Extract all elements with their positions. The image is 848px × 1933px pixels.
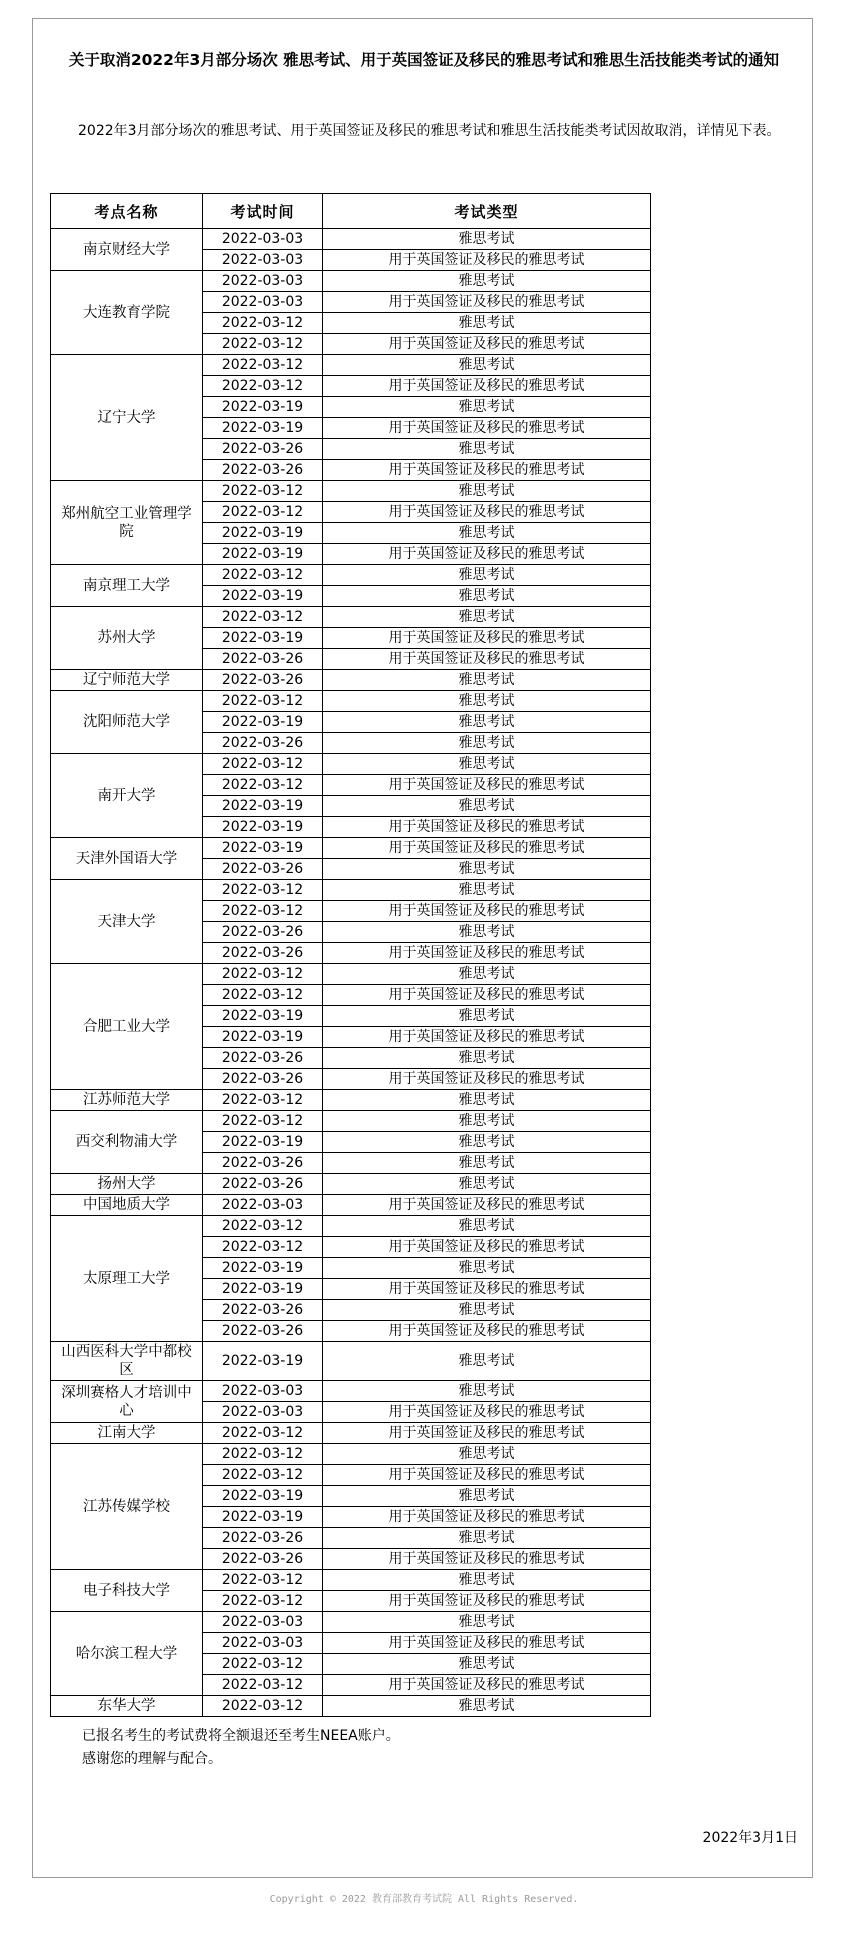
exam-type-cell: 雅思考试 [323, 313, 651, 334]
exam-date-cell: 2022-03-19 [203, 628, 323, 649]
exam-date-cell: 2022-03-26 [203, 460, 323, 481]
exam-type-cell: 用于英国签证及移民的雅思考试 [323, 943, 651, 964]
exam-date-cell: 2022-03-12 [203, 334, 323, 355]
table-row [51, 964, 651, 985]
refund-note: 已报名考生的考试费将全额退还至考生NEEA账户。 [82, 1728, 400, 1744]
table-row [51, 1570, 651, 1591]
exam-date-cell: 2022-03-26 [203, 943, 323, 964]
table-row [51, 1444, 651, 1465]
exam-type-cell: 用于英国签证及移民的雅思考试 [323, 460, 651, 481]
notice-title: 关于取消2022年3月部分场次 雅思考试、用于英国签证及移民的雅思考试和雅思生活技能类考试的通知 [68, 51, 780, 69]
header-type: 考试类型 [323, 194, 651, 229]
exam-type-cell: 雅思考试 [323, 1570, 651, 1591]
exam-date-cell: 2022-03-19 [203, 1132, 323, 1153]
venue-name-cell: 苏州大学 [51, 607, 203, 670]
exam-date-cell: 2022-03-19 [203, 586, 323, 607]
exam-date-cell: 2022-03-19 [203, 1006, 323, 1027]
exam-date-cell: 2022-03-26 [203, 1153, 323, 1174]
exam-date-cell: 2022-03-03 [203, 1195, 323, 1216]
exam-type-cell: 用于英国签证及移民的雅思考试 [323, 292, 651, 313]
table-row [51, 607, 651, 628]
copyright-text: Copyright © 2022 教育部教育考试院 All Rights Reserved. [269, 1894, 579, 1905]
cancelled-exams-table [50, 193, 651, 1717]
table-row [51, 1111, 651, 1132]
exam-date-cell: 2022-03-12 [203, 1090, 323, 1111]
exam-type-cell: 雅思考试 [323, 754, 651, 775]
exam-type-cell: 用于英国签证及移民的雅思考试 [323, 1549, 651, 1570]
exam-date-cell: 2022-03-12 [203, 985, 323, 1006]
exam-date-cell: 2022-03-12 [203, 775, 323, 796]
venue-name-cell: 西交利物浦大学 [51, 1111, 203, 1174]
venue-name-cell: 江苏传媒学校 [51, 1444, 203, 1570]
exam-type-cell: 用于英国签证及移民的雅思考试 [323, 250, 651, 271]
table-row [51, 1342, 651, 1381]
exam-type-cell: 用于英国签证及移民的雅思考试 [323, 334, 651, 355]
exam-date-cell: 2022-03-19 [203, 544, 323, 565]
exam-date-cell: 2022-03-19 [203, 1486, 323, 1507]
exam-type-cell: 雅思考试 [323, 712, 651, 733]
notice-date: 2022年3月1日 [702, 1830, 798, 1846]
exam-date-cell: 2022-03-19 [203, 1279, 323, 1300]
table-row [51, 1381, 651, 1402]
exam-type-cell: 用于英国签证及移民的雅思考试 [323, 817, 651, 838]
venue-name-cell: 辽宁师范大学 [51, 670, 203, 691]
exam-type-cell: 用于英国签证及移民的雅思考试 [323, 1069, 651, 1090]
table-row [51, 880, 651, 901]
venue-name-cell: 江苏师范大学 [51, 1090, 203, 1111]
exam-date-cell: 2022-03-03 [203, 250, 323, 271]
exam-type-cell: 雅思考试 [323, 271, 651, 292]
exam-date-cell: 2022-03-12 [203, 1591, 323, 1612]
exam-type-cell: 用于英国签证及移民的雅思考试 [323, 1279, 651, 1300]
exam-type-cell: 雅思考试 [323, 523, 651, 544]
exam-type-cell: 雅思考试 [323, 1300, 651, 1321]
exam-type-cell: 用于英国签证及移民的雅思考试 [323, 1237, 651, 1258]
exam-type-cell: 用于英国签证及移民的雅思考试 [323, 376, 651, 397]
exam-type-cell: 雅思考试 [323, 880, 651, 901]
notice-intro: 2022年3月部分场次的雅思考试、用于英国签证及移民的雅思考试和雅思生活技能类考试因故取消，详情见下表。 [78, 123, 781, 139]
exam-date-cell: 2022-03-19 [203, 796, 323, 817]
exam-date-cell: 2022-03-26 [203, 649, 323, 670]
exam-date-cell: 2022-03-12 [203, 1423, 323, 1444]
exam-date-cell: 2022-03-12 [203, 481, 323, 502]
exam-date-cell: 2022-03-12 [203, 502, 323, 523]
exam-date-cell: 2022-03-12 [203, 901, 323, 922]
exam-type-cell: 用于英国签证及移民的雅思考试 [323, 649, 651, 670]
exam-type-cell: 用于英国签证及移民的雅思考试 [323, 502, 651, 523]
exam-type-cell: 用于英国签证及移民的雅思考试 [323, 1675, 651, 1696]
exam-type-cell: 雅思考试 [323, 1258, 651, 1279]
header-date: 考试时间 [203, 194, 323, 229]
exam-type-cell: 雅思考试 [323, 691, 651, 712]
exam-type-cell: 用于英国签证及移民的雅思考试 [323, 1633, 651, 1654]
exam-type-cell: 雅思考试 [323, 565, 651, 586]
exam-type-cell: 雅思考试 [323, 1654, 651, 1675]
exam-type-cell: 用于英国签证及移民的雅思考试 [323, 985, 651, 1006]
exam-date-cell: 2022-03-19 [203, 817, 323, 838]
exam-type-cell: 用于英国签证及移民的雅思考试 [323, 1195, 651, 1216]
exam-date-cell: 2022-03-26 [203, 439, 323, 460]
exam-date-cell: 2022-03-26 [203, 1069, 323, 1090]
exam-date-cell: 2022-03-26 [203, 1528, 323, 1549]
exam-type-cell: 用于英国签证及移民的雅思考试 [323, 1027, 651, 1048]
venue-name-cell: 哈尔滨工程大学 [51, 1612, 203, 1696]
exam-type-cell: 雅思考试 [323, 1216, 651, 1237]
exam-date-cell: 2022-03-12 [203, 1237, 323, 1258]
venue-name-cell: 南京理工大学 [51, 565, 203, 607]
exam-date-cell: 2022-03-26 [203, 1549, 323, 1570]
exam-type-cell: 雅思考试 [323, 1132, 651, 1153]
exam-type-cell: 雅思考试 [323, 1090, 651, 1111]
venue-name-cell: 天津大学 [51, 880, 203, 964]
exam-type-cell: 雅思考试 [323, 355, 651, 376]
exam-type-cell: 雅思考试 [323, 229, 651, 250]
exam-date-cell: 2022-03-12 [203, 1654, 323, 1675]
table-row [51, 691, 651, 712]
table-row [51, 838, 651, 859]
table-row [51, 229, 651, 250]
table-body [51, 229, 651, 1717]
exam-date-cell: 2022-03-12 [203, 313, 323, 334]
exam-date-cell: 2022-03-03 [203, 292, 323, 313]
exam-date-cell: 2022-03-12 [203, 1570, 323, 1591]
venue-name-cell: 南京财经大学 [51, 229, 203, 271]
exam-type-cell: 雅思考试 [323, 481, 651, 502]
exam-type-cell: 用于英国签证及移民的雅思考试 [323, 775, 651, 796]
exam-date-cell: 2022-03-26 [203, 922, 323, 943]
exam-type-cell: 用于英国签证及移民的雅思考试 [323, 901, 651, 922]
exam-date-cell: 2022-03-12 [203, 880, 323, 901]
exam-type-cell: 雅思考试 [323, 733, 651, 754]
exam-type-cell: 雅思考试 [323, 796, 651, 817]
exam-date-cell: 2022-03-19 [203, 523, 323, 544]
exam-type-cell: 雅思考试 [323, 670, 651, 691]
exam-date-cell: 2022-03-26 [203, 1174, 323, 1195]
venue-name-cell: 沈阳师范大学 [51, 691, 203, 754]
exam-date-cell: 2022-03-03 [203, 1612, 323, 1633]
exam-type-cell: 雅思考试 [323, 1486, 651, 1507]
exam-date-cell: 2022-03-12 [203, 1465, 323, 1486]
exam-type-cell: 雅思考试 [323, 964, 651, 985]
exam-type-cell: 用于英国签证及移民的雅思考试 [323, 1402, 651, 1423]
table-row [51, 1423, 651, 1444]
table-row [51, 670, 651, 691]
exam-date-cell: 2022-03-12 [203, 691, 323, 712]
table-row [51, 1612, 651, 1633]
exam-date-cell: 2022-03-12 [203, 1216, 323, 1237]
table-row [51, 355, 651, 376]
footer-notes [82, 1725, 400, 1771]
exam-type-cell: 用于英国签证及移民的雅思考试 [323, 1507, 651, 1528]
table-row [51, 565, 651, 586]
exam-date-cell: 2022-03-12 [203, 355, 323, 376]
exam-type-cell: 雅思考试 [323, 1612, 651, 1633]
exam-date-cell: 2022-03-26 [203, 1321, 323, 1342]
table-row [51, 271, 651, 292]
exam-date-cell: 2022-03-03 [203, 1381, 323, 1402]
venue-name-cell: 中国地质大学 [51, 1195, 203, 1216]
exam-date-cell: 2022-03-19 [203, 397, 323, 418]
exam-date-cell: 2022-03-03 [203, 229, 323, 250]
venue-name-cell: 郑州航空工业管理学院 [51, 481, 203, 565]
exam-type-cell: 雅思考试 [323, 586, 651, 607]
exam-date-cell: 2022-03-26 [203, 670, 323, 691]
exam-date-cell: 2022-03-19 [203, 1258, 323, 1279]
table-row [51, 754, 651, 775]
exam-type-cell: 用于英国签证及移民的雅思考试 [323, 1321, 651, 1342]
exam-date-cell: 2022-03-03 [203, 1633, 323, 1654]
exam-date-cell: 2022-03-19 [203, 1342, 323, 1381]
exam-type-cell: 雅思考试 [323, 1048, 651, 1069]
exam-type-cell: 雅思考试 [323, 859, 651, 880]
exam-date-cell: 2022-03-19 [203, 1507, 323, 1528]
exam-type-cell: 雅思考试 [323, 607, 651, 628]
exam-type-cell: 雅思考试 [323, 1528, 651, 1549]
exam-type-cell: 雅思考试 [323, 922, 651, 943]
venue-name-cell: 电子科技大学 [51, 1570, 203, 1612]
table-row [51, 1174, 651, 1195]
exam-type-cell: 雅思考试 [323, 1696, 651, 1717]
exam-date-cell: 2022-03-19 [203, 1027, 323, 1048]
exam-date-cell: 2022-03-12 [203, 607, 323, 628]
exam-date-cell: 2022-03-03 [203, 271, 323, 292]
exam-type-cell: 用于英国签证及移民的雅思考试 [323, 1591, 651, 1612]
exam-type-cell: 用于英国签证及移民的雅思考试 [323, 1423, 651, 1444]
exam-type-cell: 用于英国签证及移民的雅思考试 [323, 838, 651, 859]
exam-type-cell: 雅思考试 [323, 397, 651, 418]
exam-type-cell: 雅思考试 [323, 1381, 651, 1402]
exam-date-cell: 2022-03-26 [203, 733, 323, 754]
exam-type-cell: 用于英国签证及移民的雅思考试 [323, 418, 651, 439]
table-row [51, 1696, 651, 1717]
venue-name-cell: 江南大学 [51, 1423, 203, 1444]
table-row [51, 1216, 651, 1237]
venue-name-cell: 山西医科大学中都校区 [51, 1342, 203, 1381]
exam-date-cell: 2022-03-03 [203, 1402, 323, 1423]
exam-date-cell: 2022-03-26 [203, 1300, 323, 1321]
venue-name-cell: 南开大学 [51, 754, 203, 838]
table-row [51, 1195, 651, 1216]
table-header-row [51, 194, 651, 229]
exam-date-cell: 2022-03-12 [203, 964, 323, 985]
exam-type-cell: 雅思考试 [323, 1006, 651, 1027]
exam-type-cell: 雅思考试 [323, 1174, 651, 1195]
exam-date-cell: 2022-03-12 [203, 1696, 323, 1717]
exam-date-cell: 2022-03-19 [203, 712, 323, 733]
exam-date-cell: 2022-03-12 [203, 1444, 323, 1465]
exam-date-cell: 2022-03-26 [203, 859, 323, 880]
exam-type-cell: 雅思考试 [323, 1153, 651, 1174]
venue-name-cell: 合肥工业大学 [51, 964, 203, 1090]
exam-date-cell: 2022-03-19 [203, 418, 323, 439]
thanks-note: 感谢您的理解与配合。 [82, 1751, 222, 1767]
exam-date-cell: 2022-03-12 [203, 754, 323, 775]
exam-type-cell: 雅思考试 [323, 1111, 651, 1132]
venue-name-cell: 太原理工大学 [51, 1216, 203, 1342]
header-venue: 考点名称 [51, 194, 203, 229]
venue-name-cell: 东华大学 [51, 1696, 203, 1717]
exam-type-cell: 雅思考试 [323, 1444, 651, 1465]
exam-date-cell: 2022-03-19 [203, 838, 323, 859]
table-row [51, 1090, 651, 1111]
venue-name-cell: 深圳赛格人才培训中心 [51, 1381, 203, 1423]
exam-date-cell: 2022-03-26 [203, 1048, 323, 1069]
exam-date-cell: 2022-03-12 [203, 1111, 323, 1132]
venue-name-cell: 天津外国语大学 [51, 838, 203, 880]
venue-name-cell: 扬州大学 [51, 1174, 203, 1195]
exam-type-cell: 用于英国签证及移民的雅思考试 [323, 1465, 651, 1486]
venue-name-cell: 大连教育学院 [51, 271, 203, 355]
exam-type-cell: 雅思考试 [323, 439, 651, 460]
exam-type-cell: 用于英国签证及移民的雅思考试 [323, 544, 651, 565]
exam-date-cell: 2022-03-12 [203, 1675, 323, 1696]
venue-name-cell: 辽宁大学 [51, 355, 203, 481]
exam-date-cell: 2022-03-12 [203, 376, 323, 397]
exam-date-cell: 2022-03-12 [203, 565, 323, 586]
exam-type-cell: 用于英国签证及移民的雅思考试 [323, 628, 651, 649]
exam-type-cell: 雅思考试 [323, 1342, 651, 1381]
table-row [51, 481, 651, 502]
